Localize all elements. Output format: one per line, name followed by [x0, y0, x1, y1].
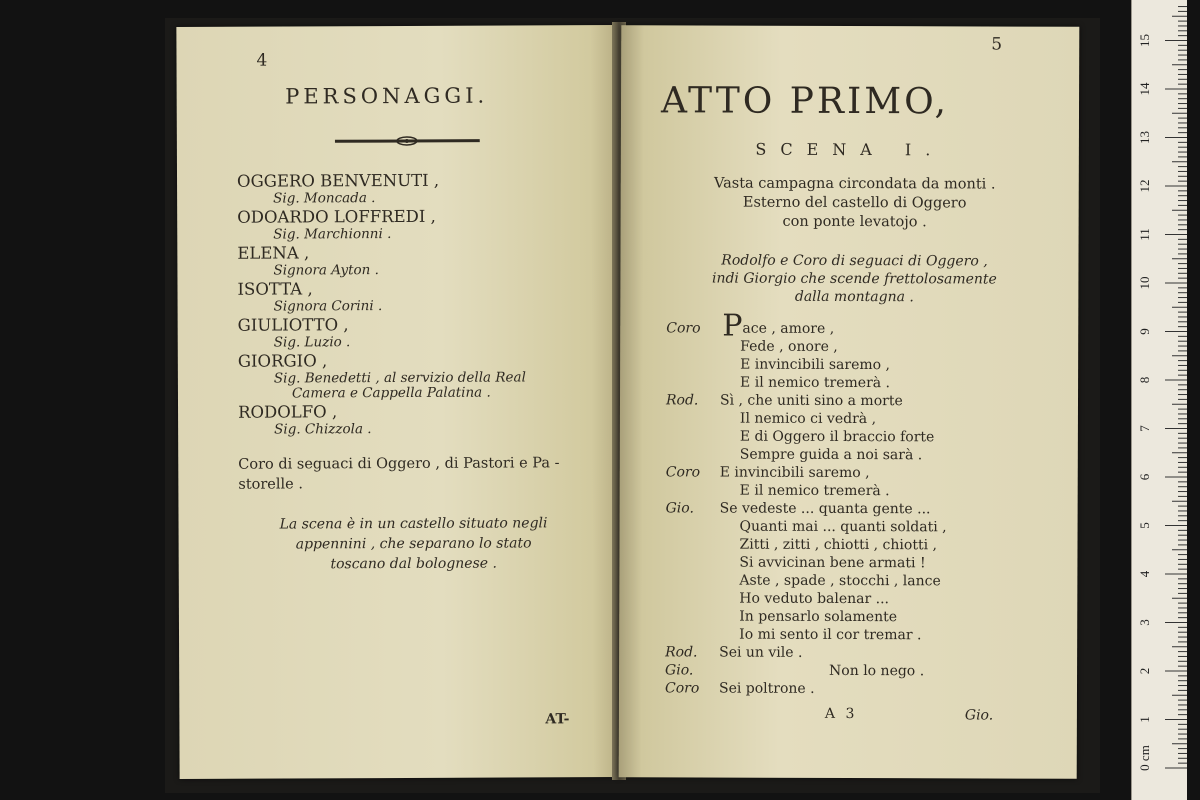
ruler-label: 13: [1136, 131, 1152, 144]
verse-text: E di Oggero il braccio forte: [739, 428, 935, 446]
ruler-label: 2: [1136, 667, 1152, 675]
setting-line: appennini , che separano lo stato: [295, 535, 532, 553]
ruler-label: 7: [1136, 425, 1152, 432]
verse-text: E il nemico tremerà .: [740, 374, 891, 392]
verse-text: E invincibili saremo ,: [719, 464, 870, 482]
ruler-label: 6: [1136, 473, 1152, 481]
ornament-rule-icon: [335, 135, 480, 148]
left-page-number: 4: [256, 50, 268, 71]
verse-line: [666, 308, 1046, 344]
ruler-label: 12: [1136, 179, 1152, 193]
dialogue: [664, 308, 1046, 698]
verse-line: [666, 337, 1046, 356]
left-page: [176, 25, 619, 779]
verse-line: [666, 499, 1046, 518]
setting-line: La scena è in un castello situato negli: [279, 515, 548, 533]
verse-line: [665, 625, 1045, 644]
ruler-label: 14: [1136, 82, 1152, 96]
cast-actor: Sig. Luzio .: [273, 334, 351, 351]
ruler-label: 4: [1136, 570, 1152, 578]
verse-text: Ho veduto balenar ...: [739, 590, 890, 608]
verse-text: E il nemico tremerà .: [739, 482, 890, 500]
ruler-label: 8: [1136, 376, 1152, 384]
cast-actor: Sig. Chizzola .: [274, 421, 372, 438]
left-catchword: AT-: [545, 711, 570, 728]
stage-direction-setting: [661, 174, 1049, 232]
ruler-label: 1: [1136, 716, 1152, 723]
stage-line: Vasta campagna circondata da monti .: [713, 175, 996, 193]
cast-actor: Sig. Moncada .: [273, 190, 376, 207]
cast-actor: Signora Ayton .: [273, 262, 379, 279]
chorus-line: storelle .: [238, 476, 303, 493]
verse-line: [666, 463, 1046, 482]
verse-text-rest: ace , amore ,: [742, 320, 835, 337]
verse-line: [666, 355, 1046, 374]
scene-title: SCENA I.: [755, 139, 945, 160]
verse-text: Aste , spade , stocchi , lance: [739, 572, 941, 590]
verse-text: Se vedeste ... quanta gente ...: [719, 500, 931, 518]
verse-line: [665, 589, 1045, 608]
ruler-label: 9: [1136, 328, 1152, 335]
stage-line: con ponte levatojo .: [782, 213, 927, 231]
verse-line: [666, 445, 1046, 464]
cast-actor: Signora Corini .: [273, 298, 383, 315]
verse-text: Zitti , zitti , chiotti , chiotti ,: [739, 536, 937, 554]
ruler-label: 15: [1136, 34, 1152, 47]
verse-line: [666, 517, 1046, 536]
verse-text: Si avvicinan bene armati !: [739, 554, 926, 572]
verse-line: [665, 661, 1045, 680]
verse-text: Il nemico ci vedrà ,: [739, 410, 877, 428]
cast-name: ODOARDO LOFFREDI ,: [237, 206, 436, 227]
act-title: ATTO PRIMO,: [660, 80, 950, 123]
verse-text: Sei un vile .: [719, 644, 803, 661]
verse-line: [665, 679, 1045, 698]
verse-line: [665, 643, 1045, 662]
ruler-unit-label: 0 cm: [1136, 745, 1152, 771]
cast-actor-continued: Camera e Cappella Palatina .: [291, 384, 491, 402]
verse-text: Io mi sento il cor tremar .: [739, 626, 922, 644]
verse-line: [666, 481, 1046, 500]
ruler-label: 3: [1136, 619, 1152, 626]
verse-line: [665, 535, 1045, 554]
chorus-line: Coro di seguaci di Oggero , di Pastori e Pa -: [238, 455, 560, 473]
verse-line: [666, 373, 1046, 392]
verse-text: E invincibili saremo ,: [740, 356, 891, 374]
speaker: Rod.: [665, 644, 698, 661]
cast-name: ELENA ,: [237, 243, 310, 263]
cast-name: GIORGIO ,: [237, 351, 328, 371]
ruler-label: 5: [1136, 522, 1152, 529]
verse-text: Fede , onore ,: [740, 338, 838, 355]
cast-name: RODOLFO ,: [238, 402, 338, 422]
measurement-ruler: [1131, 0, 1187, 800]
stage-direction-characters: [660, 251, 1048, 306]
verse-line: [666, 427, 1046, 446]
speaker: Gio.: [665, 500, 694, 517]
stage-line: Rodolfo e Coro di seguaci di Oggero ,: [721, 252, 988, 270]
cast-name: OGGERO BENVENUTI ,: [236, 170, 440, 191]
verse-line: [665, 607, 1045, 626]
speaker: Rod.: [665, 392, 699, 409]
cast-actor: Sig. Marchionni .: [273, 226, 392, 243]
ruler-scale: [1132, 0, 1187, 800]
verse-line: [666, 409, 1046, 428]
ruler-label: 10: [1136, 276, 1152, 290]
cast-list: [237, 169, 608, 438]
verse-line: [666, 391, 1046, 410]
verse-text: Non lo nego .: [829, 662, 925, 680]
cast-name: GIULIOTTO ,: [237, 315, 349, 335]
personaggi-title: PERSONAGGI.: [285, 83, 489, 109]
ruler-label: 11: [1136, 228, 1152, 241]
setting-note: [248, 513, 578, 574]
chorus-note: [238, 453, 593, 495]
cast-name: ISOTTA ,: [237, 279, 313, 299]
right-catchword: Gio.: [964, 707, 994, 724]
verse-line: [665, 553, 1045, 572]
drop-cap: P: [722, 308, 743, 344]
cast-actor: Sig. Benedetti , al servizio della Real: [273, 369, 526, 387]
right-page: [619, 25, 1080, 779]
signature-mark: A 3: [824, 705, 858, 723]
setting-line: toscano dal bolognese .: [330, 555, 497, 573]
stage-line: Esterno del castello di Oggero: [742, 194, 967, 212]
stage-line: dalla montagna .: [794, 288, 914, 306]
right-page-number: 5: [991, 34, 1003, 55]
verse-line: [665, 571, 1045, 590]
verse-text: In pensarlo solamente: [739, 608, 898, 626]
verse-text: Sei poltrone .: [718, 680, 815, 697]
stage-line: indi Giorgio che scende frettolosamente: [711, 270, 997, 288]
verse-text: Quanti mai ... quanti soldati ,: [739, 518, 947, 536]
speaker: Gio.: [665, 662, 694, 679]
speaker: Coro: [666, 320, 701, 337]
verse-text: [722, 308, 835, 344]
verse-text: Sempre guida a noi sarà .: [739, 446, 923, 464]
verse-text: Sì , che uniti sino a morte: [719, 392, 903, 410]
speaker: Coro: [665, 464, 701, 481]
speaker: Coro: [664, 680, 700, 697]
